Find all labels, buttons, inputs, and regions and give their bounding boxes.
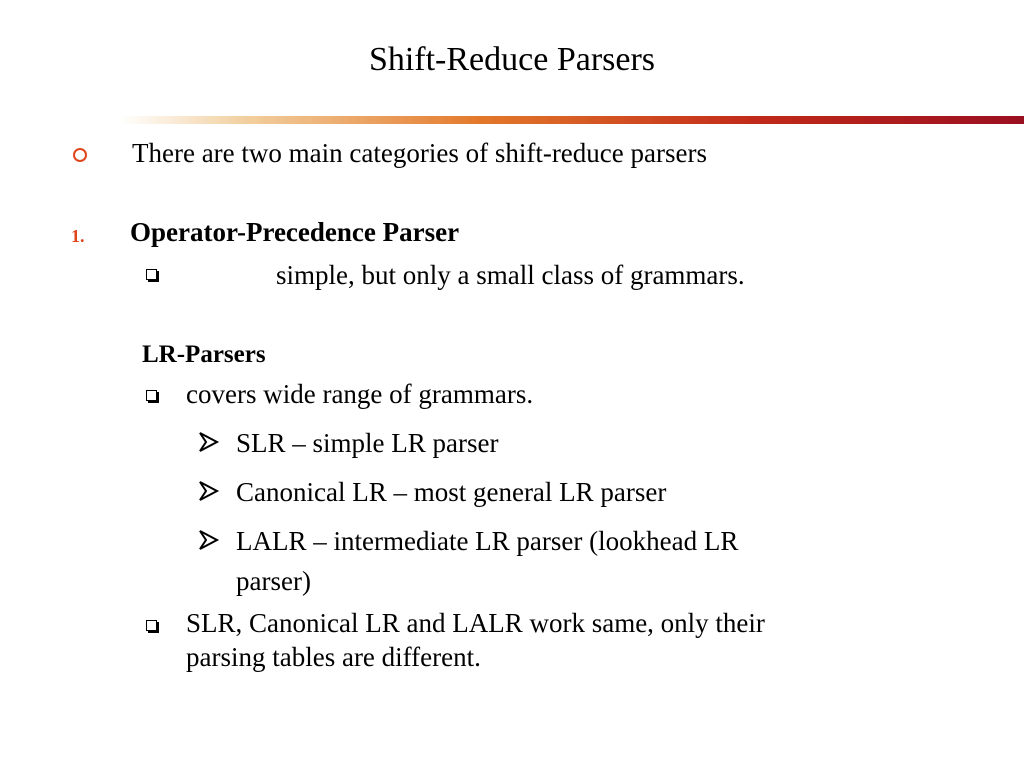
lr-subitem-slr: SLR – simple LR parser [236,428,499,458]
lr-subitem-lalr-continued: parser) [236,566,311,596]
operator-precedence-point: simple, but only a small class of grammars. [276,260,745,290]
lr-subitem-canonical: Canonical LR – most general LR parser [236,477,667,507]
arrowhead-icon [198,430,220,454]
square-bullet-icon [146,269,157,280]
section-number-1: 1. [71,226,85,246]
lr-parsers-point-1: covers wide range of grammars. [186,379,534,409]
slide-title: Shift-Reduce Parsers [368,41,656,78]
arrowhead-icon [198,528,220,552]
lr-parsers-point-2-line-2: parsing tables are different. [186,642,481,672]
square-bullet-icon [146,390,157,401]
lr-subitem-lalr: LALR – intermediate LR parser (lookhead LR [236,526,739,556]
lr-parsers-point-2-line-1: SLR, Canonical LR and LALR work same, only their [186,608,765,638]
title-divider [120,116,1024,124]
hollow-circle-icon [73,148,87,162]
intro-text: There are two main categories of shift-reduce parsers [132,138,707,168]
lr-parsers-heading: LR-Parsers [142,341,266,368]
arrowhead-icon [198,479,220,503]
square-bullet-icon [146,620,157,631]
operator-precedence-heading: Operator-Precedence Parser [130,217,460,247]
